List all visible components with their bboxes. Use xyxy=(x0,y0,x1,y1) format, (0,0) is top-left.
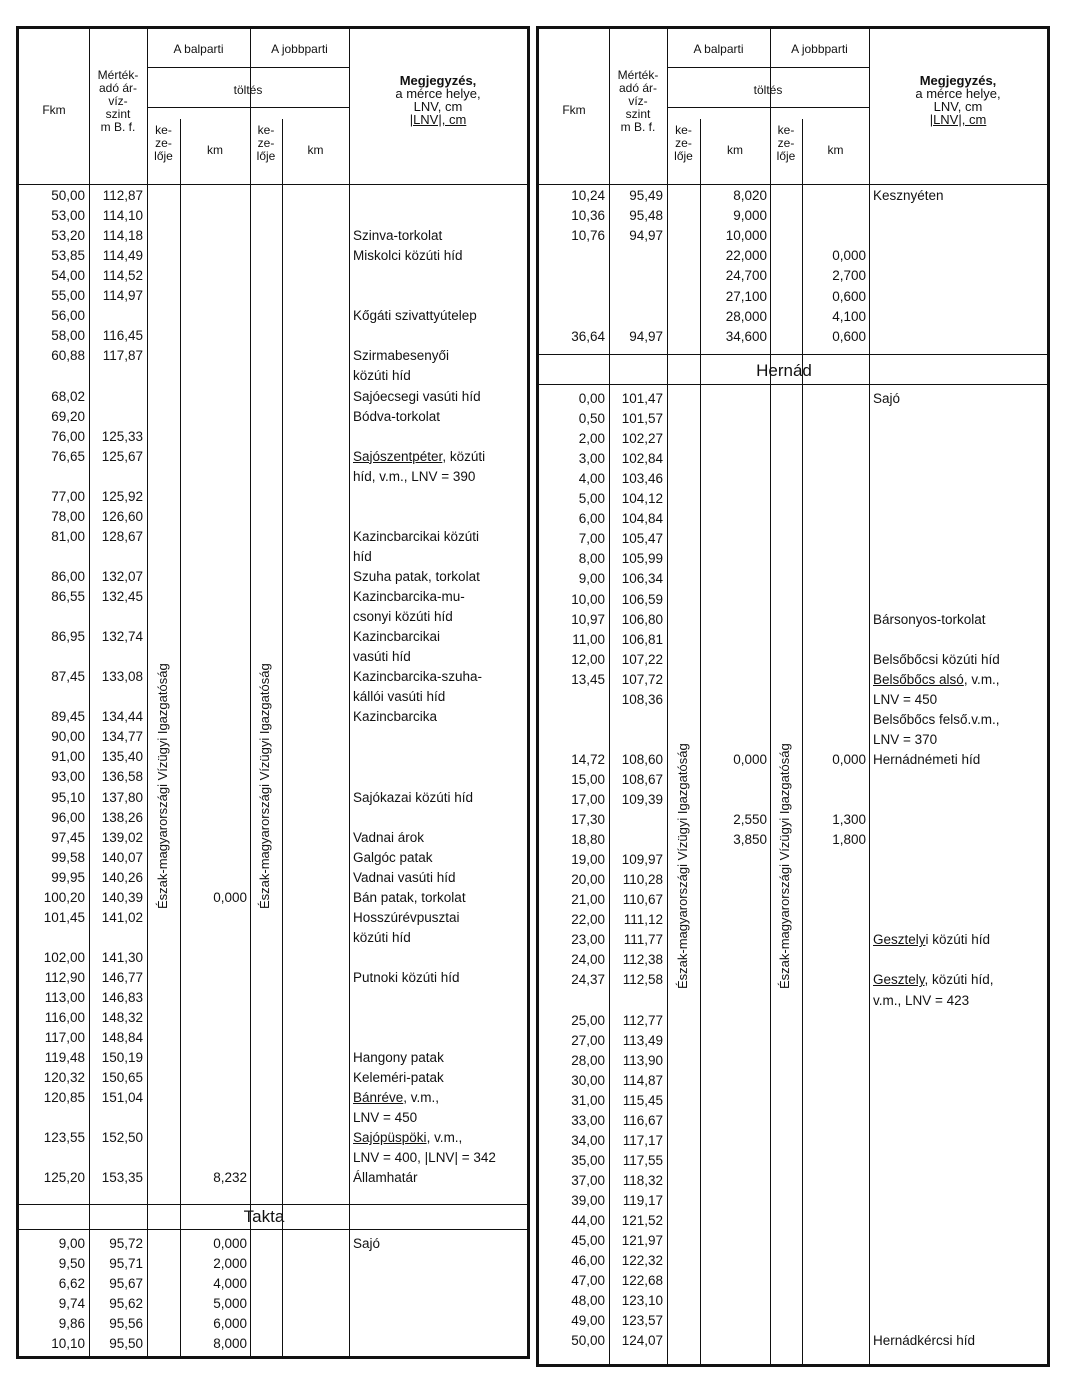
level-cell: 136,58 xyxy=(101,769,143,785)
fkm-cell: 11,00 xyxy=(572,631,605,647)
fkm-cell: 86,55 xyxy=(51,589,85,604)
level-cell: 104,84 xyxy=(621,511,663,527)
right-km-cell: 0,600 xyxy=(832,328,866,344)
level-cell: 153,35 xyxy=(101,1170,143,1186)
authority-label-left: Észak-magyarországi Vízügyi Igazgatóság xyxy=(155,663,170,909)
fkm-cell: 49,00 xyxy=(571,1313,605,1329)
level-cell: 123,10 xyxy=(621,1293,663,1309)
note-cell: Hernádnémeti híd xyxy=(873,751,981,767)
level-cell: 135,40 xyxy=(101,749,143,765)
fkm-cell: 125,20 xyxy=(43,1170,85,1186)
fkm-cell: 91,00 xyxy=(51,749,85,765)
left-km-cell: 0,000 xyxy=(213,1236,247,1251)
header-fkm: Fkm xyxy=(42,103,66,117)
fkm-cell: 9,50 xyxy=(58,1256,85,1271)
level-cell: 124,07 xyxy=(621,1333,663,1349)
authority-label-right: Észak-magyarországi Vízügyi Igazgatóság xyxy=(777,743,792,989)
left-km-cell: 22,000 xyxy=(725,248,767,264)
fkm-cell: 17,00 xyxy=(571,792,605,807)
fkm-cell: 68,02 xyxy=(51,388,85,404)
level-cell: 94,97 xyxy=(629,228,663,244)
fkm-cell: 93,00 xyxy=(51,769,85,785)
level-cell: 102,84 xyxy=(621,451,663,467)
level-cell: 126,60 xyxy=(101,508,143,524)
level-cell: 125,92 xyxy=(101,488,143,504)
fkm-cell: 10,36 xyxy=(571,208,605,224)
level-cell: 152,50 xyxy=(101,1130,143,1146)
note-cell: Belsőbőcs alsó, v.m., xyxy=(873,671,1000,687)
note-cell: Hangony patak xyxy=(353,1050,444,1066)
level-cell: 132,45 xyxy=(101,589,143,604)
level-cell: 105,47 xyxy=(621,531,663,547)
fkm-cell: 120,32 xyxy=(43,1070,85,1086)
fkm-cell: 102,00 xyxy=(43,949,85,965)
fkm-cell: 116,00 xyxy=(44,1010,85,1026)
level-cell: 141,30 xyxy=(101,949,143,965)
level-cell: 95,50 xyxy=(109,1336,143,1351)
fkm-cell: 50,00 xyxy=(51,188,85,203)
level-cell: 113,90 xyxy=(622,1052,663,1068)
level-cell: 109,39 xyxy=(621,792,663,807)
fkm-cell: 45,00 xyxy=(571,1233,605,1249)
fkm-cell: 53,00 xyxy=(51,208,85,224)
note-cell: Bán patak, torkolat xyxy=(353,889,466,905)
left-km-cell: 8,020 xyxy=(733,188,767,203)
authority-label-right: Észak-magyarországi Vízügyi Igazgatóság xyxy=(257,663,272,909)
fkm-cell: 86,00 xyxy=(51,568,85,584)
fkm-cell: 33,00 xyxy=(571,1112,605,1128)
note-cell: Belsőbőcsi közúti híd xyxy=(873,651,1000,667)
left-km-cell: 9,000 xyxy=(733,208,767,224)
fkm-cell: 44,00 xyxy=(571,1213,605,1229)
note-cell: Putnoki közúti híd xyxy=(353,969,460,985)
level-cell: 122,68 xyxy=(621,1273,663,1289)
fkm-cell: 35,00 xyxy=(571,1152,605,1168)
fkm-cell: 24,00 xyxy=(571,952,605,968)
note-cell: Kazincbarcika-mu- xyxy=(353,589,465,604)
level-cell: 113,49 xyxy=(622,1032,663,1048)
note-cell: v.m., LNV = 423 xyxy=(873,992,970,1008)
level-cell: 107,22 xyxy=(621,651,663,667)
level-cell: 101,57 xyxy=(621,411,663,427)
level-cell: 140,07 xyxy=(101,849,143,865)
note-cell: Bánréve, v.m., xyxy=(353,1090,440,1106)
fkm-cell: 10,24 xyxy=(571,188,605,203)
level-cell: 140,39 xyxy=(101,889,143,905)
level-cell: 95,56 xyxy=(109,1316,143,1331)
note-cell: Sajószentpéter, közúti xyxy=(353,448,486,464)
level-cell: 112,58 xyxy=(622,972,663,988)
level-cell: 139,02 xyxy=(101,829,143,845)
note-cell: Hosszúrévpusztai xyxy=(353,909,460,925)
note-cell: Sajóecsegi vasúti híd xyxy=(353,388,481,404)
level-cell: 106,81 xyxy=(621,631,663,647)
note-cell: Szinva-torkolat xyxy=(353,228,443,244)
left-table xyxy=(16,26,530,1359)
header-embankment: töltés xyxy=(233,83,263,97)
fkm-cell: 99,95 xyxy=(51,869,85,885)
fkm-cell: 39,00 xyxy=(571,1193,605,1208)
level-cell: 112,38 xyxy=(622,952,663,968)
note-cell: Hernádkércsi híd xyxy=(873,1333,976,1349)
fkm-cell: 2,00 xyxy=(578,431,605,447)
fkm-cell: 5,00 xyxy=(578,491,605,507)
level-cell: 95,49 xyxy=(629,188,663,203)
header-manager-left: ke- ze- lője xyxy=(154,123,173,163)
fkm-cell: 86,95 xyxy=(51,629,85,645)
note-cell: LNV = 450 xyxy=(353,1110,418,1126)
header-manager-right: ke- ze- lője xyxy=(256,123,276,163)
level-cell: 108,67 xyxy=(621,771,663,787)
fkm-cell: 0,50 xyxy=(578,411,605,427)
fkm-cell: 27,00 xyxy=(571,1032,605,1048)
fkm-cell: 6,62 xyxy=(58,1276,85,1291)
fkm-cell: 101,45 xyxy=(43,909,85,925)
left-km-cell: 2,550 xyxy=(733,812,767,828)
level-cell: 114,10 xyxy=(102,208,143,224)
level-cell: 121,97 xyxy=(621,1233,663,1249)
header-left-bank: A balparti xyxy=(693,42,744,56)
right-km-cell: 1,300 xyxy=(832,812,866,828)
note-cell: LNV = 450 xyxy=(873,691,938,707)
note-cell: Belsőbőcs felső.v.m., xyxy=(873,711,1000,727)
note-cell: Keleméri-patak xyxy=(353,1070,444,1086)
level-cell: 116,67 xyxy=(622,1112,663,1128)
fkm-cell: 6,00 xyxy=(578,511,605,527)
fkm-cell: 54,00 xyxy=(51,268,85,284)
fkm-cell: 3,00 xyxy=(578,451,605,467)
level-cell: 95,72 xyxy=(109,1236,143,1251)
fkm-cell: 76,00 xyxy=(51,428,85,444)
fkm-cell: 96,00 xyxy=(51,809,85,825)
header-km-right: km xyxy=(827,143,844,157)
level-cell: 110,67 xyxy=(622,892,663,908)
header-left-bank: A balparti xyxy=(173,42,224,56)
right-km-cell: 1,800 xyxy=(832,832,866,848)
level-cell: 108,36 xyxy=(621,691,663,707)
left-km-cell: 3,850 xyxy=(733,832,767,848)
level-cell: 106,59 xyxy=(621,591,663,607)
level-cell: 114,49 xyxy=(102,248,143,264)
fkm-cell: 10,97 xyxy=(571,611,605,627)
note-cell: Vadnai árok xyxy=(353,829,425,845)
level-cell: 148,32 xyxy=(101,1010,143,1026)
note-cell: Sajó xyxy=(873,391,901,406)
note-cell: közúti híd xyxy=(353,929,411,945)
fkm-cell: 56,00 xyxy=(51,308,85,324)
fkm-cell: 36,64 xyxy=(571,328,605,344)
fkm-cell: 50,00 xyxy=(571,1333,605,1349)
level-cell: 112,77 xyxy=(622,1012,663,1028)
note-cell: Keszn​yéten xyxy=(873,188,944,203)
header-manager-left: ke- ze- lője xyxy=(674,123,693,163)
fkm-cell: 20,00 xyxy=(571,872,605,888)
left-km-cell: 6,000 xyxy=(213,1316,247,1331)
fkm-cell: 15,00 xyxy=(571,771,605,787)
note-cell: Miskolci közúti híd xyxy=(353,248,463,264)
header-right-bank: A jobbparti xyxy=(271,42,328,56)
note-cell: Vadnai vasúti híd xyxy=(353,869,456,885)
level-cell: 119,17 xyxy=(622,1193,663,1208)
right-km-cell: 0,000 xyxy=(832,248,866,264)
header-right-bank: A jobbparti xyxy=(791,42,848,56)
left-km-cell: 0,000 xyxy=(213,889,247,905)
fkm-cell: 9,74 xyxy=(58,1296,85,1311)
fkm-cell: 9,86 xyxy=(58,1316,85,1331)
header-notes: Megjegyzés, a mérce helye, LNV, cm |LNV|, cm xyxy=(395,73,481,127)
note-cell: Államhatár xyxy=(353,1170,418,1186)
fkm-cell: 10,00 xyxy=(571,591,605,607)
level-cell: 94,97 xyxy=(629,328,663,344)
note-cell: Kazincbarcika xyxy=(353,709,438,725)
fkm-cell: 37,00 xyxy=(571,1172,605,1188)
level-cell: 107,72 xyxy=(621,671,663,687)
level-cell: 146,83 xyxy=(101,990,143,1005)
header-manager-right: ke- ze- lője xyxy=(776,123,796,163)
fkm-cell: 18,80 xyxy=(571,832,605,848)
note-cell: vasúti híd xyxy=(353,649,411,665)
left-km-cell: 10,000 xyxy=(725,228,767,244)
fkm-cell: 24,37 xyxy=(571,972,605,988)
level-cell: 138,26 xyxy=(101,809,143,825)
note-cell: Szuha patak, torkolat xyxy=(353,568,480,584)
level-cell: 132,74 xyxy=(101,629,143,645)
fkm-cell: 99,58 xyxy=(51,849,85,865)
level-cell: 118,32 xyxy=(622,1172,663,1188)
level-cell: 114,97 xyxy=(102,288,143,304)
header-fkm: Fkm xyxy=(562,103,586,117)
header-km-right: km xyxy=(307,143,324,157)
fkm-cell: 17,30 xyxy=(571,812,605,828)
level-cell: 133,08 xyxy=(101,669,143,685)
fkm-cell: 77,00 xyxy=(51,488,85,504)
header-level: Mérték- adó ár- víz- szint m B. f. xyxy=(97,68,139,134)
note-cell: kállói vasúti híd xyxy=(353,689,446,705)
fkm-cell: 53,85 xyxy=(51,248,85,264)
level-cell: 114,52 xyxy=(102,268,143,284)
section-title-takta: Takta xyxy=(243,1207,285,1226)
note-cell: Gesztelyi közúti híd xyxy=(873,932,991,948)
note-cell: Sajókazai közúti híd xyxy=(353,789,474,805)
fkm-cell: 100,20 xyxy=(43,889,85,905)
level-cell: 123,57 xyxy=(621,1313,663,1329)
fkm-cell: 119,48 xyxy=(44,1050,85,1066)
fkm-cell: 21,00 xyxy=(571,892,605,908)
header-embankment: töltés xyxy=(753,83,783,97)
level-cell: 141,02 xyxy=(101,909,143,925)
fkm-cell: 48,00 xyxy=(571,1293,605,1309)
fkm-cell: 22,00 xyxy=(571,912,605,928)
level-cell: 105,99 xyxy=(621,551,663,567)
level-cell: 106,80 xyxy=(621,611,663,627)
header-km-left: km xyxy=(727,143,743,157)
level-cell: 146,77 xyxy=(101,969,143,985)
note-cell: Sajópüspöki, v.m., xyxy=(353,1130,463,1146)
level-cell: 114,18 xyxy=(102,228,143,244)
level-cell: 101,47 xyxy=(621,391,663,406)
fkm-cell: 76,65 xyxy=(51,448,85,464)
fkm-cell: 30,00 xyxy=(571,1072,605,1088)
level-cell: 134,44 xyxy=(101,709,143,725)
note-cell: Sajó xyxy=(353,1236,381,1251)
left-km-cell: 8,232 xyxy=(213,1170,247,1186)
fkm-cell: 97,45 xyxy=(51,829,85,845)
level-cell: 150,19 xyxy=(101,1050,143,1066)
note-cell: Galgóc patak xyxy=(353,849,433,865)
note-cell: Bársonyos-torkolat xyxy=(873,611,986,627)
level-cell: 122,32 xyxy=(621,1253,663,1269)
fkm-cell: 9,00 xyxy=(578,571,605,587)
level-cell: 140,26 xyxy=(101,869,143,885)
fkm-cell: 53,20 xyxy=(51,228,85,244)
fkm-cell: 12,00 xyxy=(571,651,605,667)
fkm-cell: 10,10 xyxy=(51,1336,85,1351)
left-km-cell: 28,000 xyxy=(725,308,767,324)
note-cell: Szirmabesenyői xyxy=(353,348,450,364)
note-cell: híd, v.m., LNV = 390 xyxy=(353,468,476,484)
header-km-left: km xyxy=(207,143,223,157)
right-km-cell: 0,000 xyxy=(832,751,866,767)
fkm-cell: 69,20 xyxy=(51,408,85,424)
note-cell: közúti híd xyxy=(353,368,411,384)
level-cell: 95,62 xyxy=(109,1296,143,1311)
fkm-cell: 55,00 xyxy=(51,288,85,304)
note-cell: LNV = 370 xyxy=(873,731,938,747)
fkm-cell: 113,00 xyxy=(44,990,85,1005)
note-cell: Kazincbarcikai xyxy=(353,629,441,645)
level-cell: 116,45 xyxy=(102,328,143,344)
level-cell: 103,46 xyxy=(621,471,663,487)
left-km-cell: 24,700 xyxy=(725,268,767,284)
level-cell: 151,04 xyxy=(101,1090,143,1106)
right-km-cell: 0,600 xyxy=(832,288,866,304)
note-cell: Gesztely, közúti híd, xyxy=(873,972,994,988)
level-cell: 109,97 xyxy=(621,852,663,868)
fkm-cell: 87,45 xyxy=(51,669,85,685)
fkm-cell: 14,72 xyxy=(571,751,605,767)
fkm-cell: 23,00 xyxy=(571,932,605,948)
fkm-cell: 31,00 xyxy=(571,1092,605,1108)
fkm-cell: 58,00 xyxy=(51,328,85,344)
fkm-cell: 4,00 xyxy=(578,471,605,487)
header-notes: Megjegyzés, a mérce helye, LNV, cm |LNV|, cm xyxy=(915,73,1001,127)
authority-label-left: Észak-magyarországi Vízügyi Igazgatóság xyxy=(675,743,690,989)
fkm-cell: 9,00 xyxy=(58,1236,85,1251)
level-cell: 117,87 xyxy=(102,348,143,364)
level-cell: 125,33 xyxy=(101,428,143,444)
note-cell: Kőgáti szivattyútelep xyxy=(353,308,477,324)
level-cell: 132,07 xyxy=(101,568,143,584)
note-cell: csonyi közúti híd xyxy=(353,609,453,625)
level-cell: 108,60 xyxy=(621,751,663,767)
right-km-cell: 2,700 xyxy=(832,268,866,284)
level-cell: 117,17 xyxy=(622,1132,663,1148)
level-cell: 148,84 xyxy=(101,1030,143,1046)
fkm-cell: 47,00 xyxy=(571,1273,605,1289)
fkm-cell: 81,00 xyxy=(51,528,85,544)
fkm-cell: 0,00 xyxy=(578,391,605,406)
level-cell: 128,67 xyxy=(101,528,143,544)
level-cell: 117,55 xyxy=(622,1152,663,1168)
fkm-cell: 89,45 xyxy=(51,709,85,725)
note-cell: Bódva-torkolat xyxy=(353,408,441,424)
fkm-cell: 19,00 xyxy=(571,852,605,868)
note-cell: LNV = 400, |LNV| = 342 xyxy=(353,1150,496,1166)
level-cell: 115,45 xyxy=(622,1092,663,1108)
left-km-cell: 27,100 xyxy=(725,288,767,304)
fkm-cell: 46,00 xyxy=(571,1253,605,1269)
fkm-cell: 8,00 xyxy=(578,551,605,567)
right-table xyxy=(536,26,1050,1367)
fkm-cell: 25,00 xyxy=(571,1012,605,1028)
note-cell: Kazincbarcikai közúti xyxy=(353,528,480,544)
level-cell: 112,87 xyxy=(102,188,143,203)
fkm-cell: 10,76 xyxy=(571,228,605,244)
fkm-cell: 13,45 xyxy=(571,671,605,687)
fkm-cell: 28,00 xyxy=(571,1052,605,1068)
fkm-cell: 78,00 xyxy=(51,508,85,524)
fkm-cell: 117,00 xyxy=(44,1030,85,1046)
left-km-cell: 34,600 xyxy=(725,328,767,344)
left-km-cell: 8,000 xyxy=(213,1336,247,1351)
section-title-hernad: Hernád xyxy=(756,361,812,380)
level-cell: 111,12 xyxy=(623,912,663,928)
level-cell: 95,48 xyxy=(629,208,663,224)
fkm-cell: 123,55 xyxy=(43,1130,85,1146)
level-cell: 125,67 xyxy=(101,448,143,464)
level-cell: 104,12 xyxy=(621,491,663,507)
fkm-cell: 112,90 xyxy=(44,969,85,985)
level-cell: 106,34 xyxy=(621,571,663,587)
left-km-cell: 2,000 xyxy=(213,1256,247,1271)
level-cell: 95,71 xyxy=(109,1256,143,1271)
level-cell: 114,87 xyxy=(622,1072,663,1088)
right-km-cell: 4,100 xyxy=(832,308,866,324)
note-cell: Kazincbarcika-szuha- xyxy=(353,669,483,685)
fkm-cell: 7,00 xyxy=(578,531,605,547)
level-cell: 121,52 xyxy=(621,1213,663,1229)
level-cell: 95,67 xyxy=(109,1276,143,1291)
fkm-cell: 95,10 xyxy=(51,789,85,805)
level-cell: 111,77 xyxy=(623,932,663,948)
level-cell: 137,80 xyxy=(101,789,143,805)
fkm-cell: 34,00 xyxy=(571,1132,605,1148)
level-cell: 134,77 xyxy=(101,729,143,745)
left-km-cell: 4,000 xyxy=(213,1276,247,1291)
left-km-cell: 0,000 xyxy=(733,751,767,767)
level-cell: 110,28 xyxy=(622,872,663,888)
fkm-cell: 90,00 xyxy=(51,729,85,745)
fkm-cell: 120,85 xyxy=(43,1090,85,1106)
note-cell: híd xyxy=(353,548,372,564)
level-cell: 102,27 xyxy=(621,431,663,447)
level-cell: 150,65 xyxy=(101,1070,143,1086)
left-km-cell: 5,000 xyxy=(213,1296,247,1311)
header-level: Mérték- adó ár- víz- szint m B. f. xyxy=(617,68,659,134)
fkm-cell: 60,88 xyxy=(51,348,85,364)
